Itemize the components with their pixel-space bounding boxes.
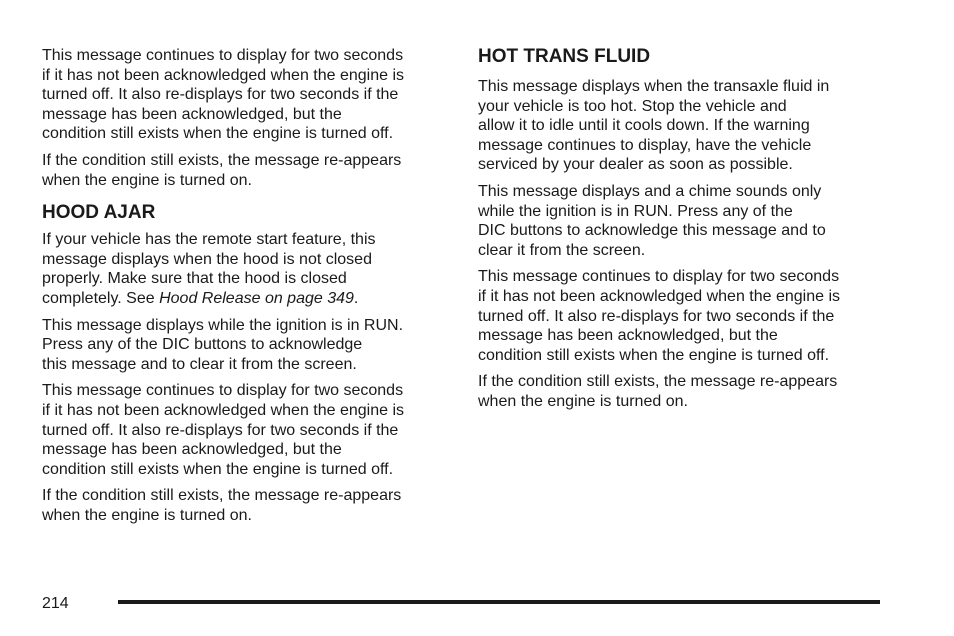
paragraph: [42, 230, 450, 308]
paragraph: If the condition still exists, the message re-appears when the engine is turned on.: [42, 151, 402, 189]
paragraph-text: If your vehicle has the remote start feature, this message displays when the hood is not closed properly. Make sure that the hood is closed completely. See: [42, 231, 376, 307]
paragraph: This message continues to display for two seconds if it has not been acknowledged when the engine is turned off. It also re-displays for two seconds if the message has been acknowledged, but the condition still exists when the engine is turned off.: [42, 47, 405, 143]
section-heading-hot-trans-fluid: HOT TRANS FLUID: [478, 46, 651, 67]
page-number: 214: [42, 595, 69, 612]
footer-rule: [118, 600, 880, 604]
left-column: [42, 46, 450, 532]
section-heading-hood-ajar: HOOD AJAR: [42, 202, 156, 224]
paragraph: If the condition still exists, the message re-appears when the engine is turned on.: [42, 487, 402, 524]
cross-reference: Hood Release on page 349: [159, 289, 354, 307]
paragraph: This message displays when the transaxle fluid in your vehicle is too hot. Stop the vehicle and allow it to idle until it cools down. If the warning message continues to display, have the vehicle serviced by your dealer as soon as possible.: [478, 78, 830, 174]
paragraph: This message continues to display for two seconds if it has not been acknowledged when the engine is turned off. It also re-displays for two seconds if the message has been acknowledged, but the condition still exists when the engine is turned off.: [42, 382, 405, 478]
paragraph: This message displays and a chime sounds only while the ignition is in RUN. Press any of the DIC buttons to acknowledge this message and to clear it from the screen.: [478, 182, 826, 259]
paragraph: This message displays while the ignition is in RUN. Press any of the DIC buttons to acknowledge this message and to clear it from the screen.: [42, 316, 404, 373]
right-column: [478, 46, 886, 419]
paragraph: This message continues to display for two seconds if it has not been acknowledged when the engine is turned off. It also re-displays for two seconds if the message has been acknowledged, but the condition still exists when the engine is turned off.: [478, 268, 841, 364]
paragraph-text: .: [353, 289, 359, 307]
paragraph: If the condition still exists, the message re-appears when the engine is turned on.: [478, 373, 838, 410]
